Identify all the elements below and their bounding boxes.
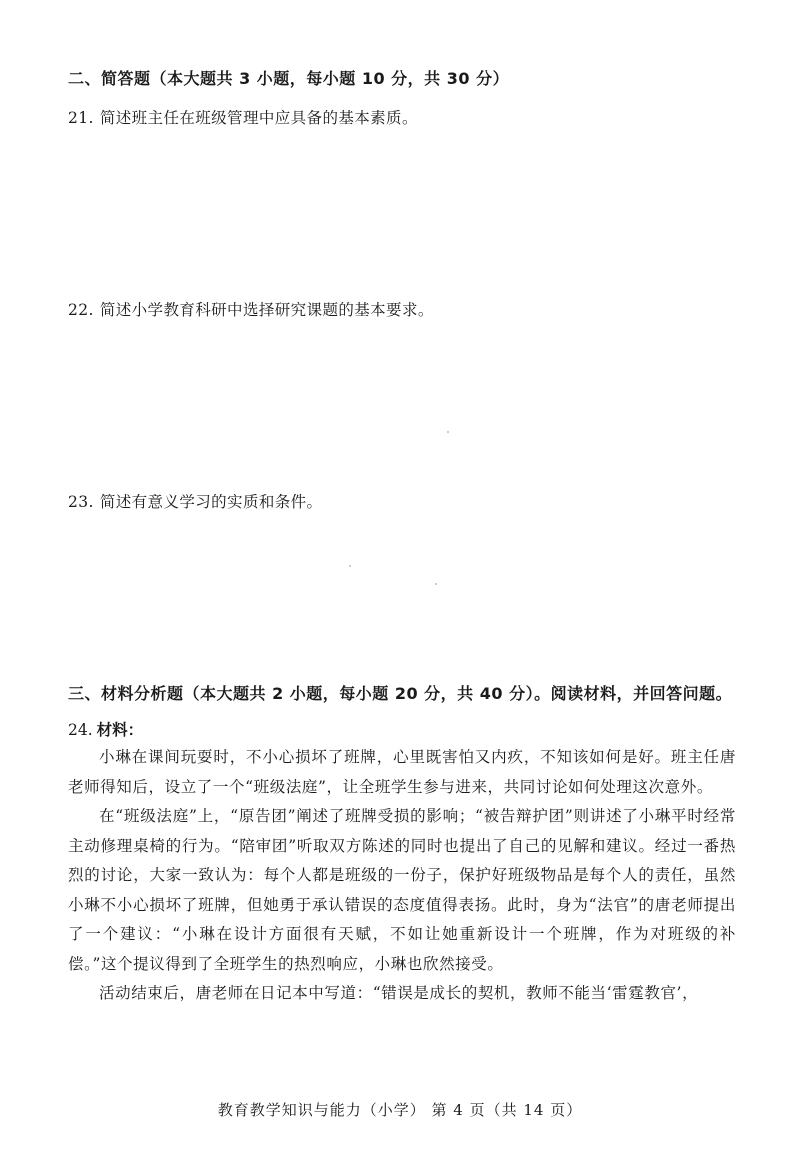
- question-text: 简述小学教育科研中选择研究课题的基本要求。: [99, 301, 434, 319]
- question-number: 23.: [68, 493, 94, 511]
- material-text: [68, 743, 736, 1009]
- section-heading-material-analysis: 三、材料分析题（本大题共 2 小题，每小题 20 分，共 40 分）。阅读材料，并回答问题。: [68, 684, 733, 703]
- question-text: 简述班主任在班级管理中应具备的基本素质。: [99, 109, 418, 127]
- material-label-text: 材料：: [96, 721, 144, 739]
- question-24-label: [68, 718, 143, 740]
- question-text: 简述有意义学习的实质和条件。: [99, 493, 323, 511]
- material-paragraph: 活动结束后，唐老师在日记本中写道：“错误是成长的契机，教师不能当‘雷霆教官’，: [99, 984, 699, 1002]
- scan-speck: [435, 583, 437, 585]
- scan-speck: [447, 431, 449, 433]
- page-footer: 教育教学知识与能力（小学） 第 4 页（共 14 页）: [217, 1101, 583, 1119]
- material-paragraph: 在“班级法庭”上，“原告团”阐述了班牌受损的影响；“被告辩护团”则讲述了小琳平时经常主动修理桌椅的行为。“陪审团”听取双方陈述的同时也提出了自己的见解和建议。经过一番热烈的讨论，大家一致认为：每个人都是班级的一份子，保护好班级物品是每个人的责任，虽然小琳不小心损坏了班牌，但她勇于承认错误的态度值得表扬。此时，身为“法官”的唐老师提出了一个建议：“小琳在设计方面很有天赋，不如让她重新设计一个班牌，作为对班级的补偿。”这个提议得到了全班学生的热烈响应，小琳也欣然接受。: [68, 807, 736, 973]
- question-number: 22.: [68, 301, 94, 319]
- question-21: [68, 106, 418, 128]
- question-number: 21.: [68, 109, 94, 127]
- scan-speck: [349, 565, 351, 567]
- section-heading-short-answer: 二、简答题（本大题共 3 小题，每小题 10 分，共 30 分）: [68, 69, 510, 88]
- material-paragraph: 小琳在课间玩耍时，不小心损坏了班牌，心里既害怕又内疚，不知该如何是好。班主任唐老师得知后，设立了一个“班级法庭”，让全班学生参与进来，共同讨论如何处理这次意外。: [68, 748, 736, 796]
- question-23: [68, 490, 322, 512]
- question-number: 24.: [68, 721, 93, 739]
- question-22: [68, 298, 434, 320]
